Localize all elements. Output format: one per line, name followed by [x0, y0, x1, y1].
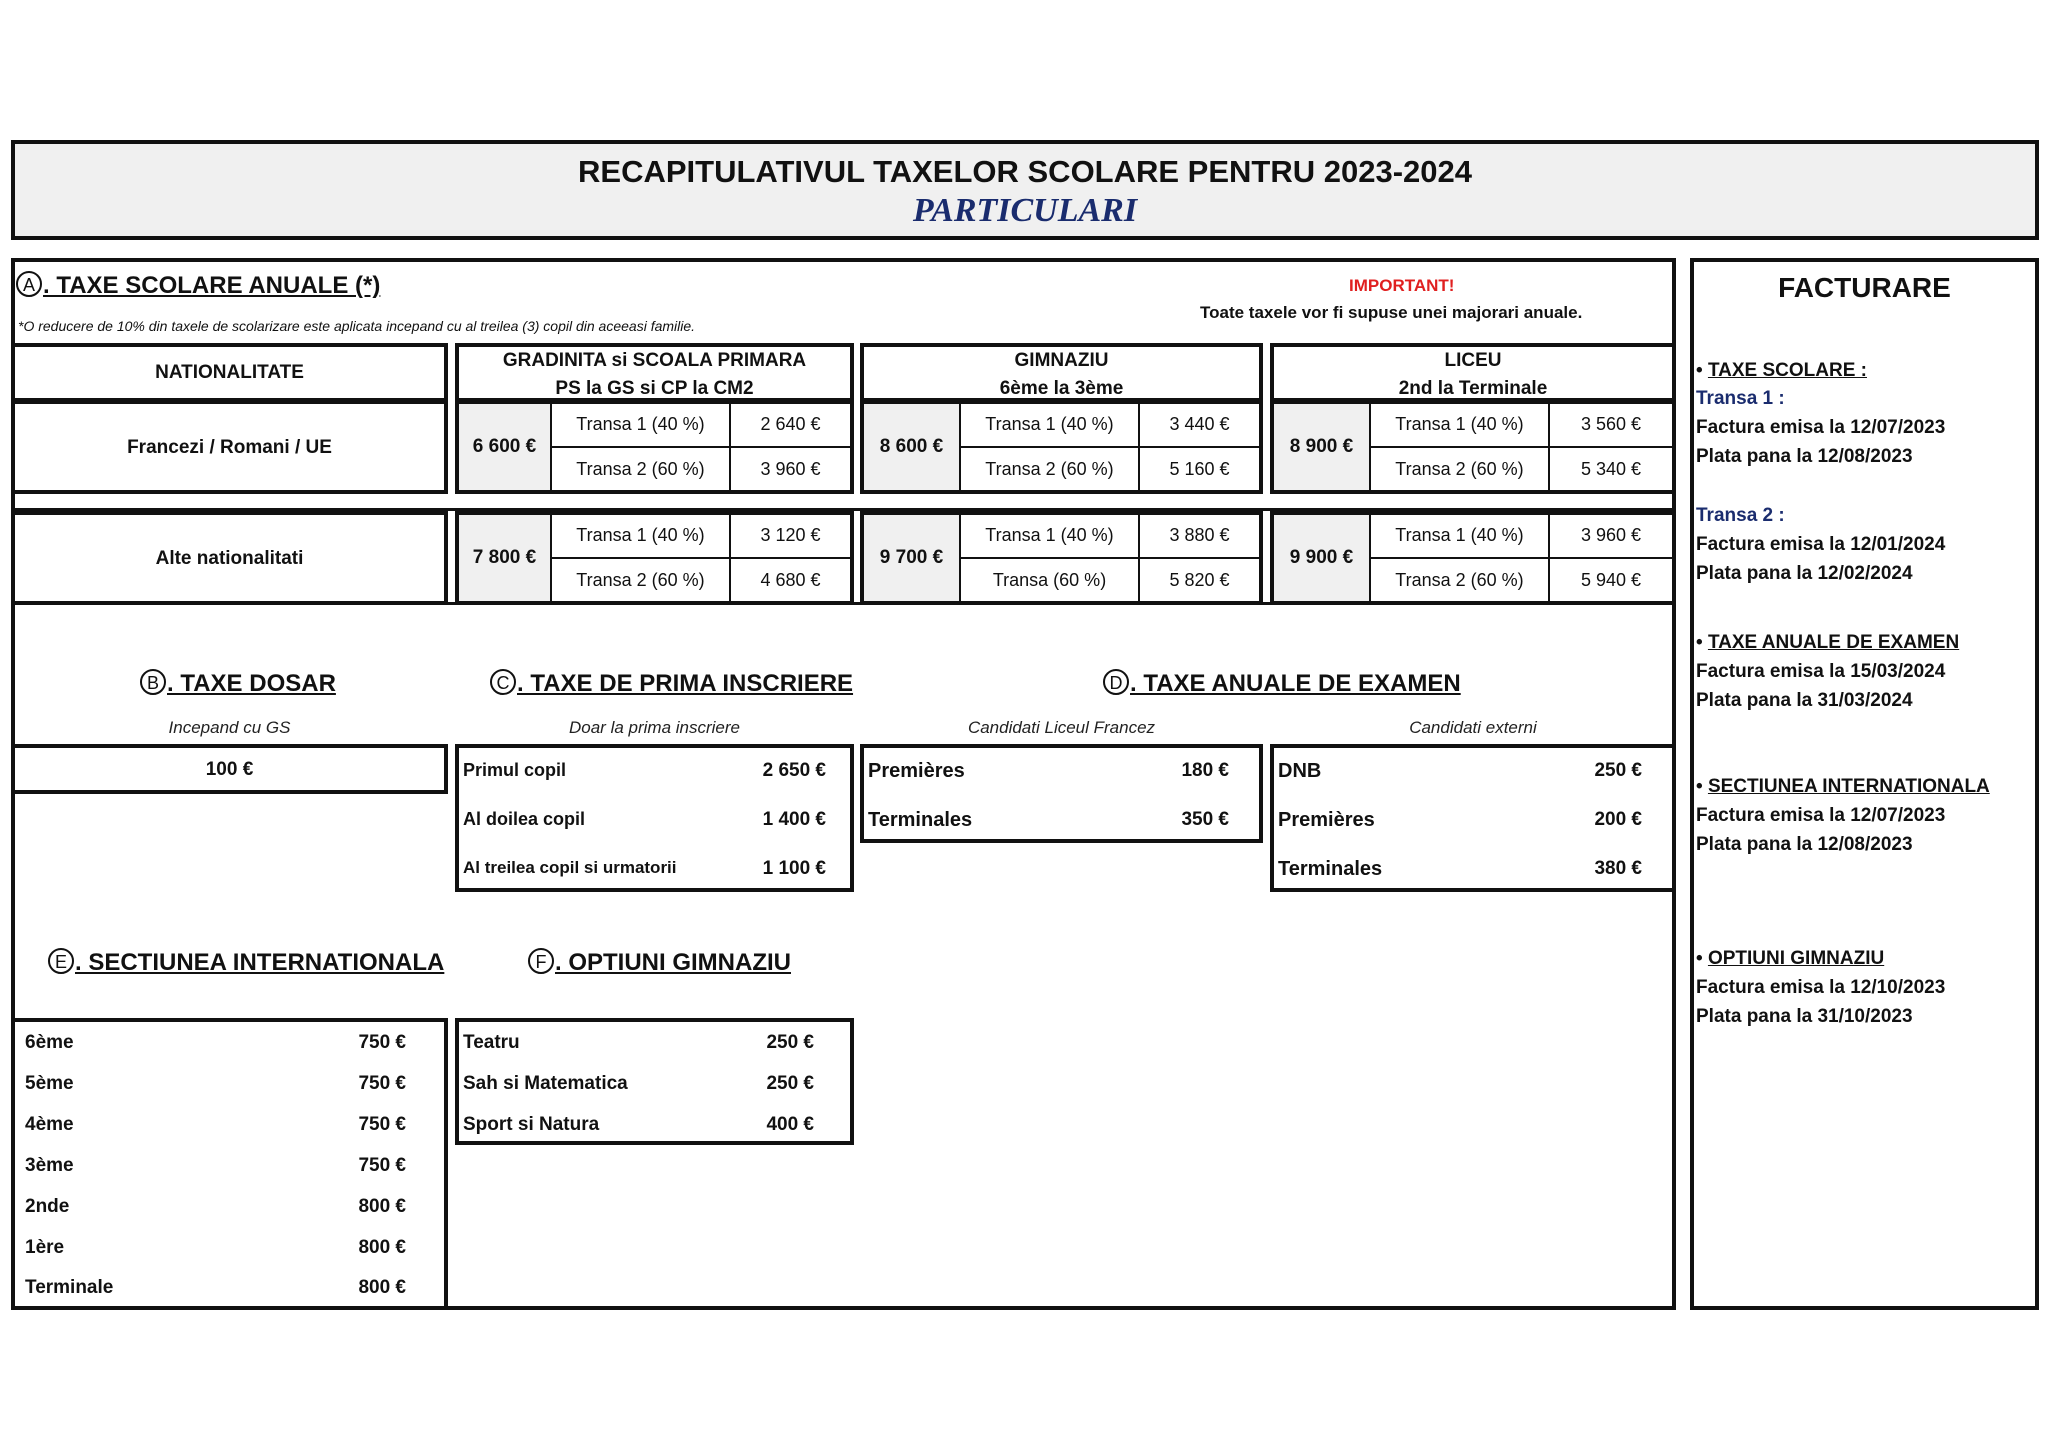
- discount-note: *O reducere de 10% din taxele de scolarizare este aplicata incepand cu al treilea (3) copil din aceeasi familie.: [18, 318, 696, 334]
- tranche-2-label: Transa 2 (60 %): [985, 459, 1114, 479]
- list-item-label: DNB: [1278, 760, 1322, 782]
- billing-payment-date: Plata pana la 31/10/2023: [1696, 1006, 1913, 1027]
- billing-heading: TAXE SCOLARE :: [1707, 360, 1867, 381]
- tranche-2-label: Transa (60 %): [992, 570, 1107, 590]
- list-item-label: Teatru: [463, 1032, 520, 1053]
- billing-tranche-label: Transa 2 :: [1696, 505, 1785, 526]
- section-f-heading: [528, 948, 791, 977]
- section-e-letter: E: [48, 948, 74, 974]
- list-item-label: Premières: [868, 760, 965, 782]
- list-item-value: 1 100 €: [762, 858, 826, 879]
- list-item-label: 6ème: [25, 1032, 74, 1053]
- section-d-subtitle-internal: Candidati Liceul Francez: [967, 718, 1156, 737]
- list-item-value: 750 €: [358, 1155, 406, 1176]
- section-b-letter: B: [140, 669, 166, 695]
- list-item-label: 2nde: [25, 1196, 70, 1217]
- header-lycee-line2: 2nd la Terminale: [1398, 378, 1548, 399]
- page-title: RECAPITULATIVUL TAXELOR SCOLARE PENTRU 2023-2024: [578, 154, 1472, 189]
- tranche-1-value: 3 120 €: [760, 525, 821, 545]
- billing-heading: SECTIUNEA INTERNATIONALA: [1707, 776, 1990, 797]
- tranche-1-value: 3 560 €: [1580, 414, 1642, 434]
- header-college: [860, 343, 1263, 402]
- section-b-subtitle: Incepand cu GS: [168, 718, 291, 737]
- billing-invoice-date: Factura emisa la 12/10/2023: [1696, 977, 1946, 998]
- tranche-1-value: 3 880 €: [1169, 525, 1230, 545]
- list-item-value: 750 €: [358, 1073, 406, 1094]
- list-item-label: 4ème: [25, 1114, 74, 1135]
- row-label: Alte nationalitati: [155, 548, 304, 569]
- billing-invoice-date: Factura emisa la 12/07/2023: [1696, 417, 1946, 438]
- exam-external-table: [1270, 744, 1676, 892]
- section-f-letter: F: [528, 948, 554, 974]
- fee-total: 8 900 €: [1289, 436, 1354, 457]
- tranche-2-value: 3 960 €: [760, 459, 821, 479]
- important-label: IMPORTANT!: [1349, 276, 1455, 295]
- fee-total: 8 600 €: [879, 436, 944, 457]
- tranche-2-label: Transa 2 (60 %): [1395, 459, 1524, 479]
- header-primary: [455, 343, 854, 402]
- fee-total: 9 900 €: [1289, 547, 1354, 568]
- section-a-heading: [16, 271, 380, 300]
- list-item-label: 3ème: [25, 1155, 74, 1176]
- tranche-1-value: 3 440 €: [1169, 414, 1230, 434]
- list-item-value: 800 €: [358, 1196, 406, 1217]
- billing-heading: OPTIUNI GIMNAZIU: [1707, 948, 1885, 969]
- billing-panel: [1690, 258, 2039, 1310]
- list-item-value: 1 400 €: [762, 809, 826, 830]
- bullet-icon: •: [1696, 632, 1703, 653]
- tranche-2-value: 4 680 €: [760, 570, 821, 590]
- list-item-value: 180 €: [1181, 760, 1229, 781]
- tranche-2-value: 5 160 €: [1169, 459, 1230, 479]
- list-item-label: Primul copil: [463, 760, 567, 780]
- list-item-value: 250 €: [766, 1073, 814, 1094]
- lycee-fee-block: [1270, 400, 1676, 494]
- list-item-value: 800 €: [358, 1237, 406, 1258]
- row-label-cell: [11, 511, 448, 605]
- billing-invoice-date: Factura emisa la 15/03/2024: [1696, 661, 1946, 682]
- tranche-1-label: Transa 1 (40 %): [1395, 525, 1524, 545]
- list-item-value: 380 €: [1594, 858, 1642, 879]
- list-item-value: 250 €: [1594, 760, 1642, 781]
- fee-total: 6 600 €: [472, 436, 537, 457]
- dosar-fee-value: 100 €: [205, 759, 254, 780]
- fee-total: 9 700 €: [879, 547, 944, 568]
- billing-invoice-date: Factura emisa la 12/07/2023: [1696, 805, 1946, 826]
- section-c-letter: C: [490, 669, 516, 695]
- section-e-heading: [48, 948, 444, 977]
- billing-item: [1696, 948, 1884, 970]
- international-section-table: [11, 1018, 448, 1310]
- header-college-line2: 6ème la 3ème: [999, 378, 1124, 399]
- header-lycee-line1: LICEU: [1444, 350, 1502, 371]
- billing-item: [1696, 632, 1959, 654]
- tranche-2-value: 5 820 €: [1169, 570, 1230, 590]
- header-college-line1: GIMNAZIU: [1014, 350, 1109, 371]
- billing-item: [1696, 360, 1867, 382]
- tranche-1-label: Transa 1 (40 %): [985, 414, 1114, 434]
- tranche-1-label: Transa 1 (40 %): [576, 414, 705, 434]
- section-d-title: . TAXE ANUALE DE EXAMEN: [1130, 670, 1461, 697]
- billing-tranche-label: Transa 1 :: [1696, 388, 1785, 409]
- row-label: Francezi / Romani / UE: [127, 437, 332, 458]
- college-fee-block: [860, 511, 1263, 605]
- billing-title: FACTURARE: [1778, 272, 1951, 303]
- bullet-icon: •: [1696, 948, 1703, 969]
- section-c-title: . TAXE DE PRIMA INSCRIERE: [517, 670, 854, 697]
- tranche-2-label: Transa 2 (60 %): [576, 570, 705, 590]
- billing-payment-date: Plata pana la 12/08/2023: [1696, 446, 1913, 467]
- tranche-1-label: Transa 1 (40 %): [985, 525, 1114, 545]
- section-a-letter: A: [16, 271, 42, 297]
- important-text: Toate taxele vor fi supuse unei majorari anuale.: [1200, 303, 1583, 322]
- billing-heading: TAXE ANUALE DE EXAMEN: [1707, 632, 1960, 653]
- header-primary-line1: GRADINITA si SCOALA PRIMARA: [502, 350, 807, 371]
- section-e-title: . SECTIUNEA INTERNATIONALA: [75, 949, 445, 976]
- section-f-title: . OPTIUNI GIMNAZIU: [555, 949, 791, 976]
- list-item-label: Premières: [1278, 809, 1375, 831]
- tranche-1-label: Transa 1 (40 %): [576, 525, 705, 545]
- row-separator: [11, 602, 1676, 605]
- list-item-label: 1ère: [25, 1237, 65, 1258]
- section-a-title: . TAXE SCOLARE ANUALE (*): [43, 272, 381, 299]
- section-c-heading: [490, 669, 853, 698]
- section-d-subtitle-external: Candidati externi: [1409, 718, 1537, 737]
- list-item-value: 750 €: [358, 1032, 406, 1053]
- list-item-label: Al treilea copil si urmatorii: [463, 858, 677, 877]
- list-item-value: 400 €: [766, 1114, 814, 1135]
- row-label-cell: [11, 400, 448, 494]
- dosar-fee-cell: [11, 744, 448, 794]
- header-primary-line2: PS la GS si CP la CM2: [555, 378, 754, 399]
- header-nationality: NATIONALITATE: [11, 343, 448, 402]
- gimnaziu-options-table: [455, 1018, 854, 1145]
- college-fee-block: [860, 400, 1263, 494]
- section-b-heading: [140, 669, 336, 698]
- section-b-title: . TAXE DOSAR: [167, 670, 336, 697]
- exam-internal-table: [860, 744, 1263, 843]
- billing-invoice-date: Factura emisa la 12/01/2024: [1696, 534, 1946, 555]
- list-item-value: 200 €: [1594, 809, 1642, 830]
- lycee-fee-block: [1270, 511, 1676, 605]
- list-item-label: Terminales: [1278, 858, 1383, 880]
- primary-fee-block: [455, 400, 854, 494]
- tranche-1-label: Transa 1 (40 %): [1395, 414, 1524, 434]
- first-registration-table: [455, 744, 854, 892]
- list-item-label: Al doilea copil: [463, 809, 586, 829]
- list-item-value: 800 €: [358, 1277, 406, 1298]
- list-item-value: 750 €: [358, 1114, 406, 1135]
- tranche-1-value: 2 640 €: [760, 414, 821, 434]
- fee-total: 7 800 €: [472, 547, 537, 568]
- tranche-2-value: 5 340 €: [1580, 459, 1642, 479]
- billing-payment-date: Plata pana la 31/03/2024: [1696, 690, 1913, 711]
- list-item-label: Sah si Matematica: [463, 1073, 628, 1094]
- billing-payment-date: Plata pana la 12/02/2024: [1696, 563, 1913, 584]
- tranche-2-label: Transa 2 (60 %): [576, 459, 705, 479]
- tranche-2-value: 5 940 €: [1580, 570, 1642, 590]
- tranche-1-value: 3 960 €: [1580, 525, 1642, 545]
- list-item-label: Terminales: [868, 809, 973, 831]
- bullet-icon: •: [1696, 776, 1703, 797]
- section-d-letter: D: [1103, 669, 1129, 695]
- title-banner: [11, 140, 2039, 240]
- section-d-heading: [1103, 669, 1461, 698]
- list-item-value: 250 €: [766, 1032, 814, 1053]
- primary-fee-block: [455, 511, 854, 605]
- list-item-value: 2 650 €: [762, 760, 826, 781]
- billing-item: [1696, 776, 1990, 798]
- list-item-value: 350 €: [1181, 809, 1229, 830]
- page-subtitle: PARTICULARI: [912, 192, 1138, 229]
- billing-payment-date: Plata pana la 12/08/2023: [1696, 834, 1913, 855]
- header-lycee: [1270, 343, 1676, 402]
- list-item-label: Terminale: [25, 1277, 114, 1298]
- list-item-label: 5ème: [25, 1073, 74, 1094]
- tranche-2-label: Transa 2 (60 %): [1395, 570, 1524, 590]
- list-item-label: Sport si Natura: [463, 1114, 600, 1135]
- bullet-icon: •: [1696, 360, 1703, 381]
- section-c-subtitle: Doar la prima inscriere: [569, 718, 740, 737]
